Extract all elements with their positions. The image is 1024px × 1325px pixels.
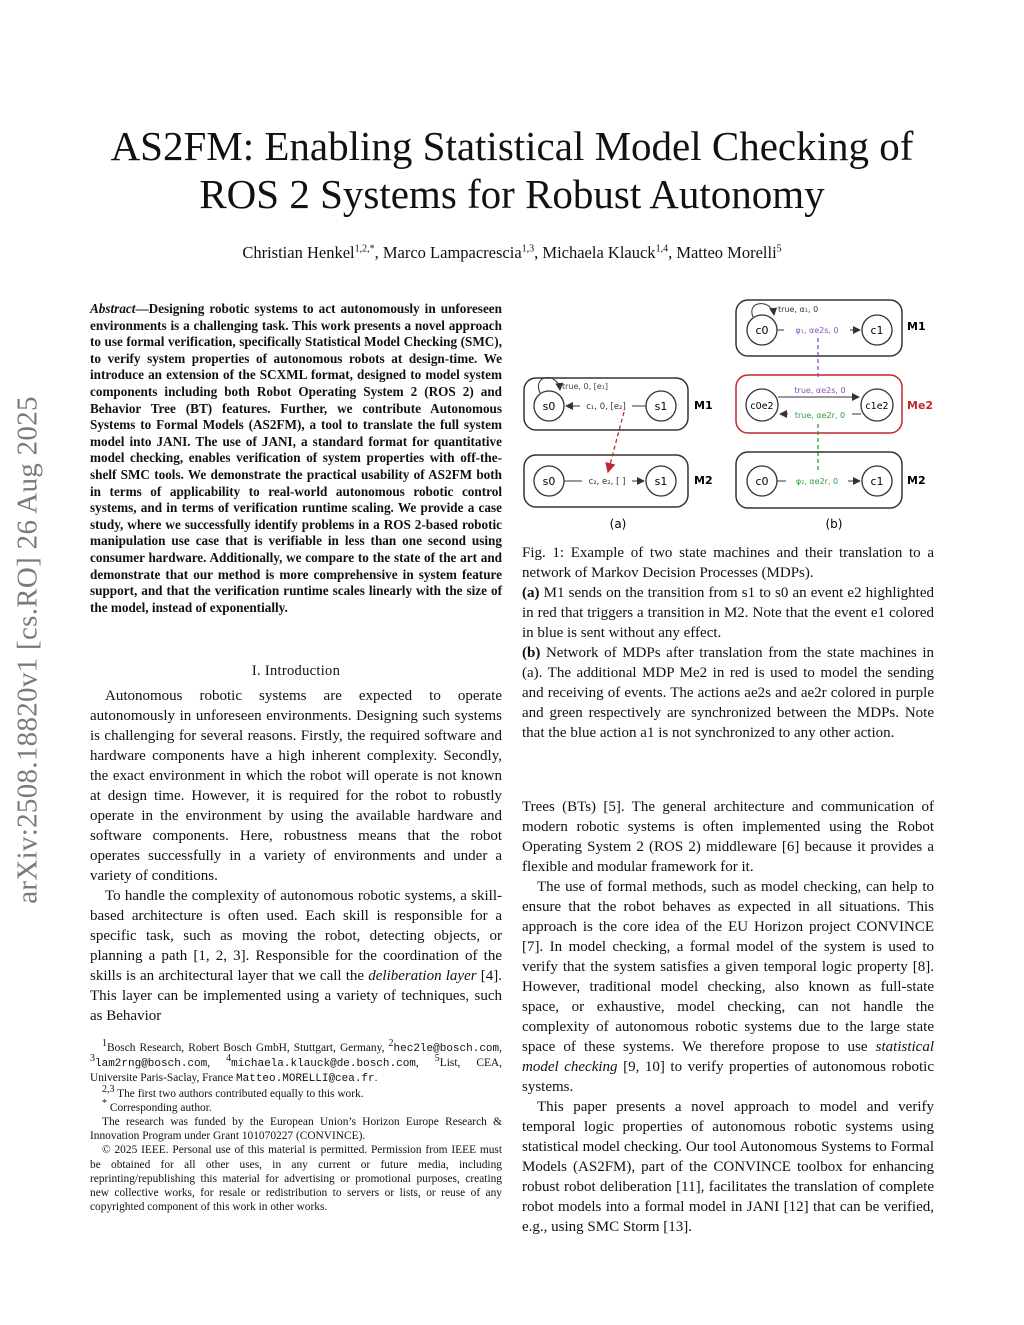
svg-text:Me2: Me2	[907, 399, 934, 412]
paragraph: Trees (BTs) [5]. The general architecture and communication of modern robotic systems is often implemented using the Robot Operating System 2 (ROS 2) middleware [6] because it provides a flexible and modular framework for it.	[522, 799, 934, 875]
author-name: Michaela Klauck	[542, 243, 656, 262]
arxiv-sidebar	[8, 340, 48, 960]
abstract	[90, 301, 502, 616]
svg-text:c0: c0	[755, 324, 769, 337]
author-name: Matteo Morelli	[676, 243, 777, 262]
abstract-label: Abstract	[90, 301, 136, 316]
svg-text:M2: M2	[907, 474, 926, 487]
svg-text:c0: c0	[755, 475, 769, 488]
svg-text:s1: s1	[654, 400, 668, 413]
event-e2-arrow	[608, 412, 624, 472]
svg-text:(a): (a)	[609, 517, 627, 531]
footnote-affiliations: $^1$Bosch Research, Robert Bosch GmbH, Stuttgart, Germany, $^2$hec2le@bosch.com, $^3$lam2rng@bosch.com, $^4$michaela.klauck@de.bosch.com, $^5$List, CEA, Universite Paris-Saclay, France Matteo.MORELLI@cea.fr.	[90, 1038, 502, 1086]
author-list: Christian Henkel$^{1,2,*}$, Marco Lampacrescia$^{1,3}$, Michaela Klauck$^{1,4}$, Matteo Morelli$^5$	[242, 243, 782, 262]
figure-caption: Fig. 1: Example of two state machines and their translation to a network of Markov Decision Processes (MDPs). (a) M1 sends on the transition from s1 to s0 an event e2 highlighted in red that triggers a transition in M2. Note that the event e1 colored in blue is sent without any effect. (b) Network of MDPs after translation from the state machines in (a). The additional MDP Me2 in red is used to model the sending and receiving of events. The actions ae2s and ae2r colored in purple and green respectively are synchronized between the MDPs. Note that the blue action a1 is not synchronized to any other action.	[522, 545, 935, 741]
svg-text:true, α₁, 0: true, α₁, 0	[778, 305, 819, 314]
svg-text:true, αe2s, 0: true, αe2s, 0	[794, 386, 846, 395]
svg-text:M2: M2	[694, 474, 713, 487]
paragraph: To handle the complexity of autonomous robotic systems, a skill-based architecture is often used. Each skill is responsible for a specific task, such as moving the robot, detecting objects, or planning a path [1, 2, 3]. Responsible for the coordination of the skills is an architectural layer that we call the deliberation layer [4]. This layer can be implemented using a variety of techniques, such as Behavior	[90, 888, 502, 1024]
section-heading: I. Introduction	[251, 663, 341, 679]
svg-text:true, 0, [e₁]: true, 0, [e₁]	[562, 382, 609, 391]
svg-text:φ₂, αe2r, 0: φ₂, αe2r, 0	[795, 477, 839, 486]
paper-title: AS2FM: Enabling Statistical Model Checking of ROS 2 Systems for Robust Autonomy	[110, 123, 914, 217]
footnote: The research was funded by the European Union’s Horizon Europe Research & Innovation Program under Grant 101070227 (CONVINCE).	[90, 1116, 502, 1143]
svg-text:s0: s0	[542, 475, 556, 488]
footnote: * Corresponding author.	[102, 1098, 212, 1114]
abstract-text: —Designing robotic systems to act autonomously in unforeseen environments is a challenging task. This work presents a novel approach to use formal verification, specifically Statistical Model Checking (SMC), to verify system properties of autonomous robots at design-time. We introduce an extension of the SCXML format, designed to model system components including both Robot Operating System 2 (ROS 2) and Behavior Tree (BT) features. Further, we contribute Autonomous Systems to Formal Models (AS2FM), a tool to translate the full system model into JANI. The use of JANI, a standard format for quantitative model checking, enables verification of system properties with off-the-shelf SMC tools. We demonstrate the practical usability of AS2FM both in terms of applicability to real-world autonomous robotic control systems, and in terms of verification runtime scaling. We provide a case study, where we successfully identify problems in a ROS 2-based robotic manipulation use case that is verifiable in less than one second using consumer hardware. Additionally, we compare to the state of the art and demonstrate that our method is more comprehensive in system feature support, and that the verification runtime scales linearly with the size of the model, instead of exponentially.	[90, 301, 502, 615]
svg-text:c1: c1	[870, 475, 884, 488]
svg-text:M1: M1	[694, 399, 713, 412]
svg-text:c₁, 0, [e₂]: c₁, 0, [e₂]	[586, 402, 626, 412]
svg-text:c0e2: c0e2	[750, 401, 774, 412]
paragraph: Autonomous robotic systems are expected to operate autonomously in unforeseen environments. Designing such systems is challenging for several reasons. Firstly, the required software and hardware components have a high inherent complexity. Secondly, the exact environment in which the robot will operate is not known at design time. However, it is required for the robot to robustly operate in the environment by using the available hardware and software components. Here, robustness means that the robot operates successfully in a variety of environments and under a variety of conditions.	[90, 688, 502, 884]
intro-text	[90, 686, 502, 1026]
footnote: $^{2,3}$ The first two authors contributed equally to this work.	[102, 1083, 364, 1100]
state-machine-diagram	[522, 298, 936, 533]
email[interactable]: lam2rng@bosch.com	[95, 1058, 208, 1071]
svg-text:φ₁, αe2s, 0: φ₁, αe2s, 0	[795, 326, 839, 335]
svg-text:c1: c1	[870, 324, 884, 337]
footnotes	[90, 1038, 502, 1214]
email[interactable]: Matteo.MORELLI@cea.fr	[236, 1073, 375, 1086]
svg-text:(b): (b)	[825, 517, 843, 531]
author-name: Marco Lampacrescia	[382, 243, 522, 262]
svg-text:c₂, e₂, [ ]: c₂, e₂, [ ]	[588, 477, 626, 487]
svg-text:c1e2: c1e2	[865, 401, 889, 412]
paragraph: This paper presents a novel approach to model and verify temporal logic properties of autonomous robotic systems using statistical model checking. Our tool Autonomous Systems to Formal Models (AS2FM), part of the CONVINCE toolbox for enhancing robust robot deliberation [11], facilitates the translation of complete robot models into a formal model in JANI [12] that can be verified, e.g., using SMC Storm [13].	[522, 1099, 934, 1235]
svg-text:s1: s1	[654, 475, 668, 488]
svg-text:true, αe2r, 0: true, αe2r, 0	[794, 411, 846, 420]
email[interactable]: hec2le@bosch.com	[393, 1043, 500, 1055]
arxiv-identifier: arXiv:2508.18820v1 [cs.RO] 26 Aug 2025	[11, 396, 44, 904]
footnote: © 2025 IEEE. Personal use of this material is permitted. Permission from IEEE must be obtained for all other uses, in any current or future media, including reprinting/republishing this material for advertising or promotional purposes, creating new collective works, for resale or redistribution to servers or lists, or reuse of any copyrighted component of this work in other works.	[90, 1144, 502, 1214]
figure-1	[522, 298, 936, 533]
paragraph: The use of formal methods, such as model checking, can help to ensure that the robot behaves as expected in all situations. This approach is the core idea of the EU Horizon project CONVINCE [7]. In model checking, a formal model of the system is used to verify that the system satisfies a given temporal logic property [8]. However, traditional model checking, also known as full-state space, or exhaustive, model checking, can not handle the complexity of autonomous robotic systems due to the large state space of these systems. We therefore propose to use statistical model checking [9, 10] to verify properties of autonomous robotic systems.	[522, 879, 934, 1095]
svg-text:M1: M1	[907, 320, 926, 333]
svg-text:s0: s0	[542, 400, 556, 413]
right-column-text	[522, 797, 934, 1237]
author-name: Christian Henkel	[242, 243, 355, 262]
email[interactable]: michaela.klauck@de.bosch.com	[231, 1058, 416, 1071]
